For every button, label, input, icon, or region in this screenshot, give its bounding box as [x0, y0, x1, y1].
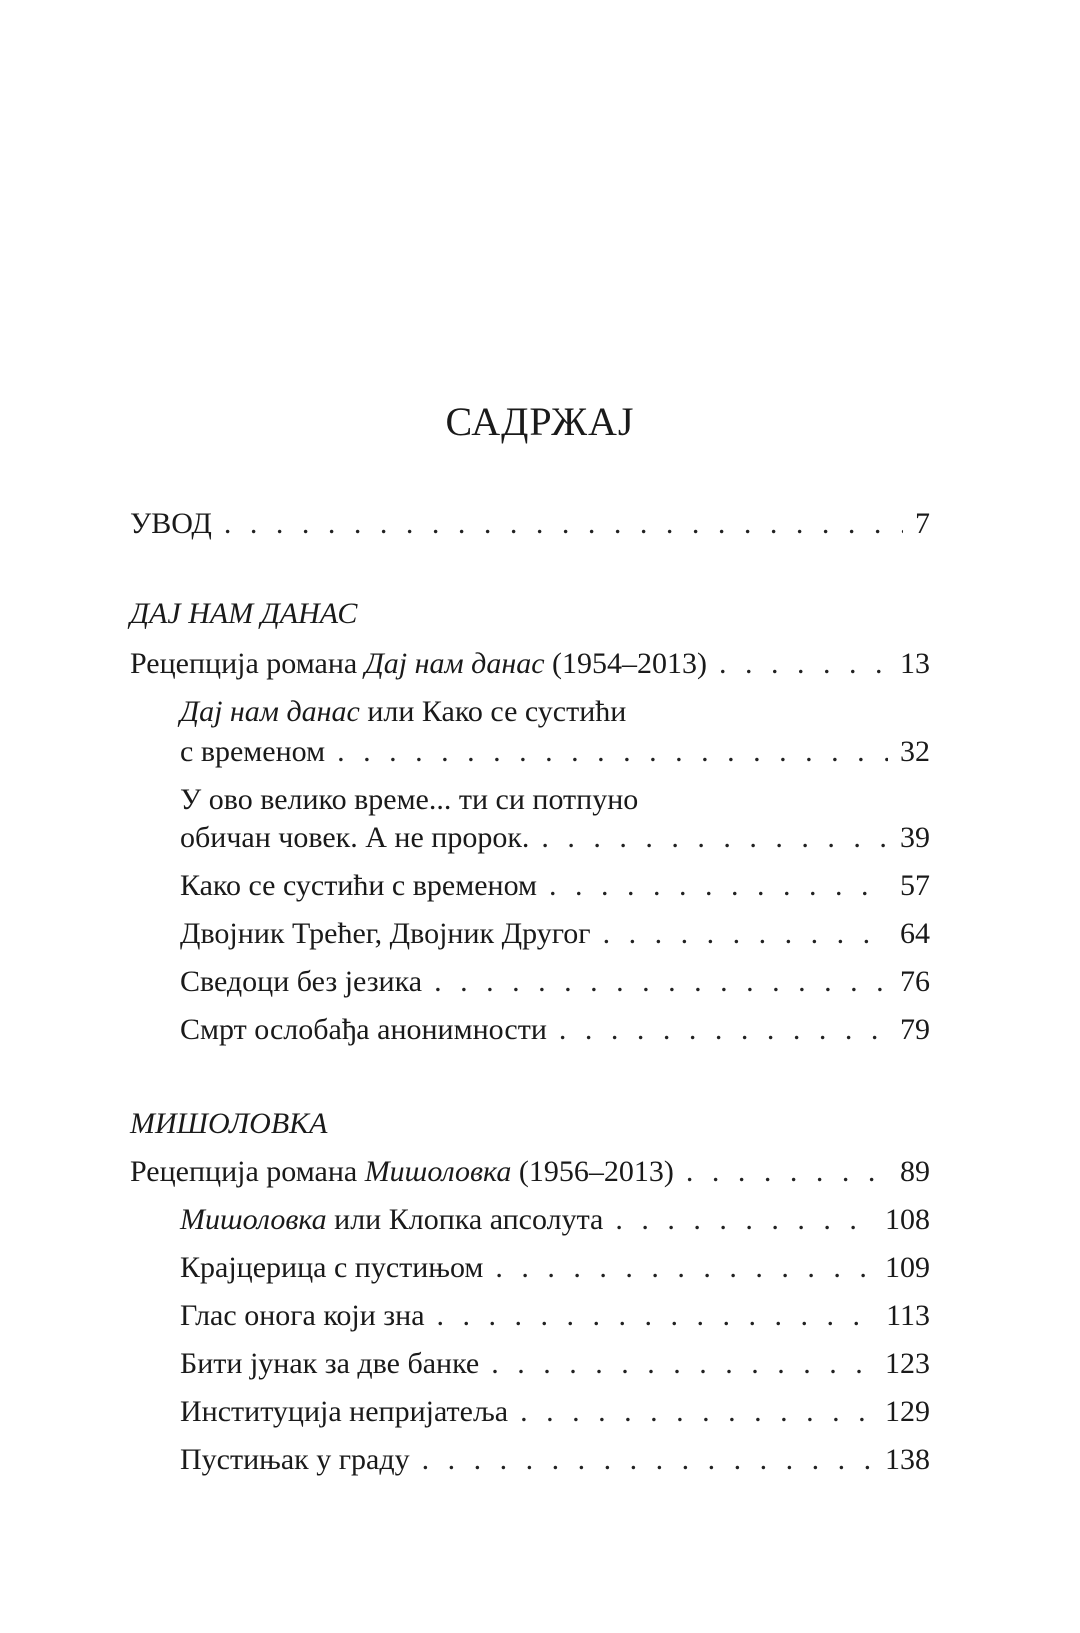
leader-dots [491, 1340, 873, 1388]
leader-dots [422, 1436, 873, 1484]
toc-entry-label: Рецепција романа Дај нам данас (1954–2013) [130, 647, 707, 680]
toc-entry[interactable] [180, 1388, 930, 1436]
toc-entry[interactable] [180, 1292, 930, 1340]
toc-page-number: 64 [900, 917, 930, 950]
leader-dots [686, 1148, 888, 1196]
toc-entry[interactable] [180, 1436, 930, 1484]
leader-dots [615, 1196, 873, 1244]
leader-dots [434, 958, 888, 1006]
toc-entry-label: Двојник Трећег, Двојник Другог [180, 917, 591, 950]
toc-entry-label: Рецепција романа Мишоловка (1956–2013) [130, 1155, 674, 1188]
toc-page-number: 7 [915, 507, 930, 540]
section-heading-daj-nam-danas: ДАЈ НАМ ДАНАС [130, 597, 358, 630]
toc-entry[interactable] [180, 1006, 930, 1054]
toc-entry-daj-nam-danas[interactable] [180, 728, 930, 776]
leader-dots [549, 862, 888, 910]
toc-entry-label: Бити јунак за две банке [180, 1347, 480, 1380]
toc-entry[interactable] [180, 958, 930, 1006]
toc-entry-reception-1[interactable] [130, 640, 930, 688]
toc-page-number: 109 [885, 1251, 930, 1284]
toc-entry-reception-2[interactable] [130, 1148, 930, 1196]
leader-dots [520, 1388, 873, 1436]
toc-entry-intro[interactable] [130, 500, 930, 548]
toc-entry[interactable] [180, 910, 930, 958]
toc-page-number: 138 [885, 1443, 930, 1476]
leader-dots [224, 500, 903, 548]
leader-dots [719, 640, 888, 688]
toc-page-number: 113 [886, 1299, 930, 1332]
leader-dots [495, 1244, 873, 1292]
toc-entry[interactable] [180, 1244, 930, 1292]
toc-page-number: 32 [900, 735, 930, 768]
toc-entry-label: Глас онога који зна [180, 1299, 425, 1332]
toc-entry-label: Институција непријатеља [180, 1395, 509, 1428]
toc-page-number: 89 [900, 1155, 930, 1188]
toc-page-number: 129 [885, 1395, 930, 1428]
leader-dots [337, 728, 888, 776]
toc-entry[interactable] [180, 1340, 930, 1388]
table-of-contents [130, 0, 930, 1633]
toc-page-number: 76 [900, 965, 930, 998]
toc-entry-label: Како се сустићи с временом [180, 869, 537, 902]
toc-page-number: 13 [900, 647, 930, 680]
leader-dots [541, 814, 888, 862]
toc-entry-label: Мишоловка или Клопка апсолута [180, 1203, 604, 1236]
page-title: САДРЖАЈ [445, 399, 635, 444]
toc-page-number: 57 [900, 869, 930, 902]
toc-entry-veliko-vreme[interactable] [180, 814, 930, 862]
leader-dots [603, 910, 888, 958]
section-heading-misholovka: МИШОЛОВКА [130, 1107, 328, 1140]
toc-entry-label: Пустињак у граду [180, 1443, 410, 1476]
toc-page-number: 79 [900, 1013, 930, 1046]
toc-entry-label-line1: Дај нам данас или Како се сустићи [180, 695, 627, 728]
leader-dots [437, 1292, 875, 1340]
toc-entry-label: УВОД [130, 507, 212, 540]
toc-entry-label: Смрт ослобађа анонимности [180, 1013, 547, 1046]
toc-entry[interactable] [180, 862, 930, 910]
toc-entry-label-line1: У ово велико време... ти си потпуно [180, 783, 639, 816]
toc-page-number: 123 [885, 1347, 930, 1380]
toc-entry-label: Сведоци без језика [180, 965, 423, 998]
leader-dots [559, 1006, 888, 1054]
toc-entry-misholovka[interactable] [180, 1196, 930, 1244]
toc-entry-label: с временом [180, 735, 326, 768]
toc-page-number: 39 [900, 821, 930, 854]
toc-page-number: 108 [885, 1203, 930, 1236]
toc-entry-label: Крајцерица с пустињом [180, 1251, 484, 1284]
toc-entry-label: обичан човек. А не пророк. [180, 821, 530, 854]
